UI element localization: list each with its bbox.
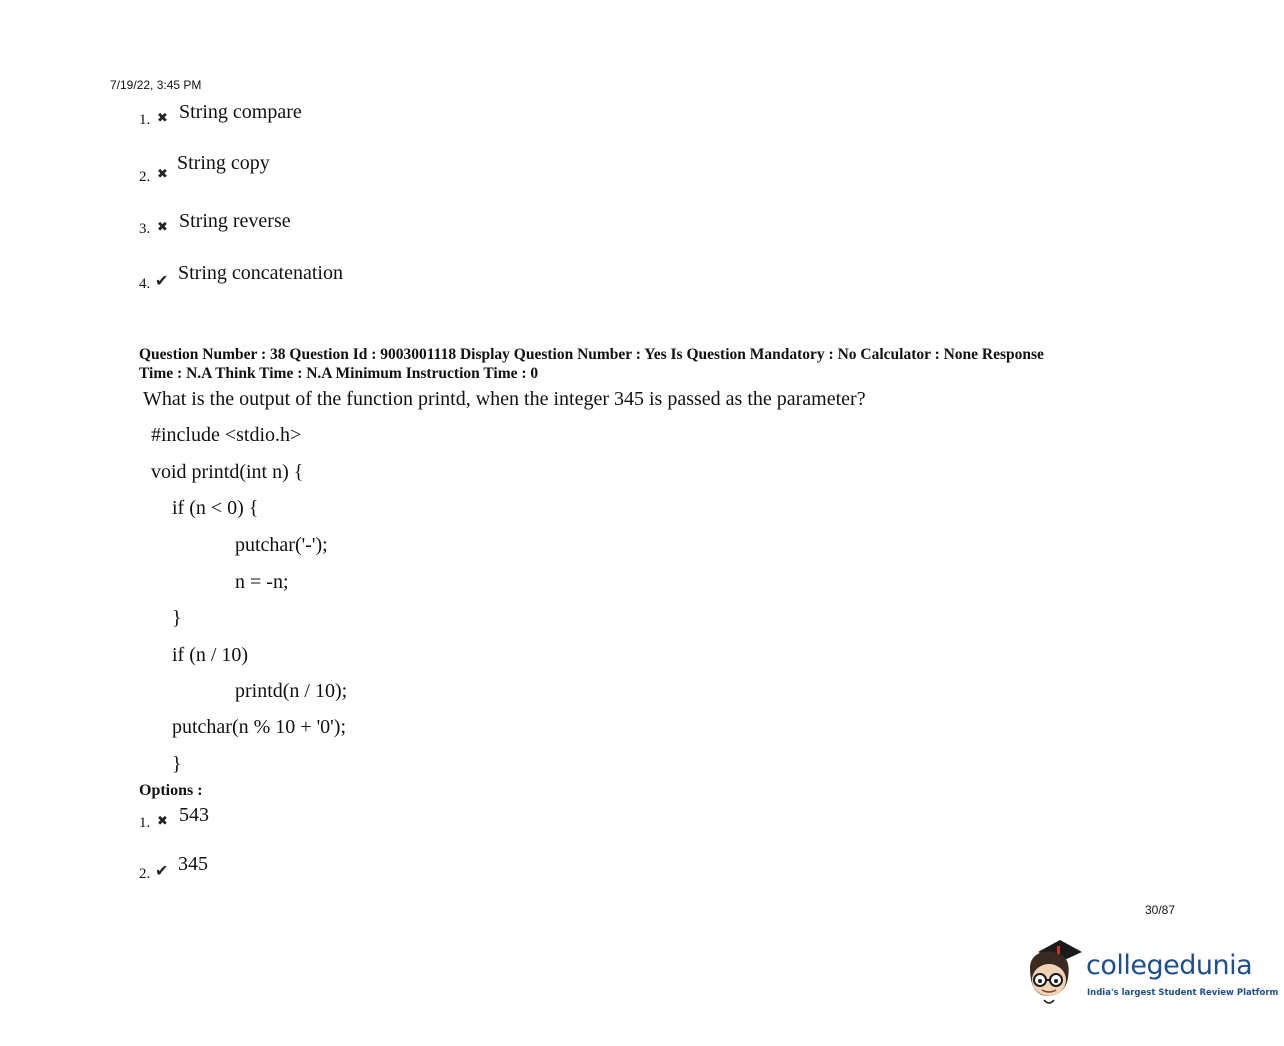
code-line: putchar(n % 10 + '0'); (172, 716, 346, 738)
student-mascot-icon (1024, 938, 1086, 1008)
question-meta-line-1: Question Number : 38 Question Id : 9003001118 Display Question Number : Yes Is Question Mandatory : No Calculator : None Response (139, 346, 1044, 363)
code-line: n = -n; (235, 571, 289, 593)
question-meta-line-2: Time : N.A Think Time : N.A Minimum Instruction Time : 0 (139, 365, 539, 382)
logo-wordmark: collegedunia (1086, 950, 1253, 981)
question-text: What is the output of the function printd, when the integer 345 is passed as the parameter? (143, 388, 866, 410)
code-line: if (n / 10) (172, 644, 249, 666)
options-label: Options : (139, 782, 203, 799)
option-text: String reverse (179, 210, 291, 232)
code-line: printd(n / 10); (235, 680, 348, 702)
option-number: 1. (139, 815, 151, 831)
option-number: 2. (139, 866, 151, 882)
option-text: String compare (179, 101, 302, 123)
code-line: } (172, 607, 182, 629)
wrong-mark-icon: ✖ (157, 166, 168, 181)
code-line: #include <stdio.h> (151, 424, 302, 446)
correct-check-icon: ✔ (155, 863, 169, 880)
wrong-mark-icon: ✖ (157, 813, 168, 828)
code-line: } (172, 753, 182, 775)
code-line: void printd(int n) { (151, 461, 304, 483)
logo-tagline: India's largest Student Review Platform (1087, 988, 1279, 998)
print-timestamp: 7/19/22, 3:45 PM (110, 78, 202, 92)
option-text: 543 (179, 804, 209, 826)
wrong-mark-icon: ✖ (157, 110, 168, 125)
code-line: if (n < 0) { (172, 497, 259, 519)
code-line: putchar('-'); (235, 534, 328, 556)
correct-check-icon: ✔ (155, 273, 169, 290)
option-number: 1. (139, 112, 151, 128)
option-number: 4. (139, 276, 151, 292)
option-text: String copy (177, 152, 270, 174)
option-text: String concatenation (178, 262, 343, 284)
wrong-mark-icon: ✖ (157, 219, 168, 234)
collegedunia-logo (1024, 938, 1279, 1008)
option-number: 3. (139, 221, 151, 237)
option-number: 2. (139, 169, 151, 185)
page-number: 30/87 (1145, 903, 1176, 917)
option-text: 345 (178, 853, 208, 875)
